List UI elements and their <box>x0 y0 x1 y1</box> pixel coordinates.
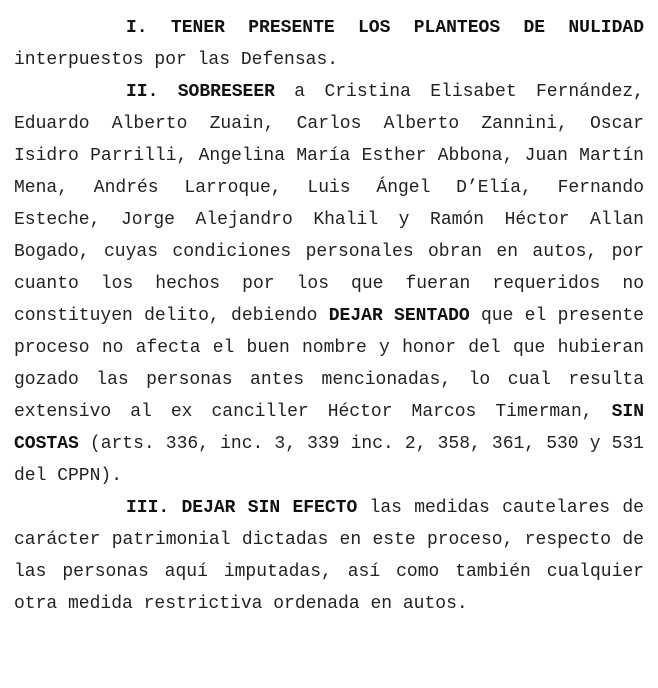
paragraph-2 <box>14 76 644 492</box>
paragraph-2-heading: II. SOBRESEER <box>126 82 275 102</box>
paragraph-2-text-3: (arts. 336, inc. 3, 339 inc. 2, 358, 361, 530 y 531 del CPPN). <box>14 434 644 486</box>
paragraph-3 <box>14 492 644 620</box>
paragraph-2-bold-2: SIN COSTAS <box>14 402 644 454</box>
paragraph-1-heading-text: I. TENER PRESENTE LOS PLANTEOS DE NULIDAD <box>126 18 644 38</box>
paragraph-2-text-2: que el presente proceso no afecta el buen nombre y honor del que hubieran gozado las personas antes mencionadas, lo cual resulta extensivo al ex canciller Héctor Marcos Timerman, <box>14 306 644 422</box>
paragraph-1-heading <box>14 12 644 44</box>
paragraph-2-text-1: a Cristina Elisabet Fernández, Eduardo Alberto Zuain, Carlos Alberto Zannini, Oscar Isidro Parrilli, Angelina María Esther Abbona, Juan Martín Mena, Andrés Larroque, Luis Ángel D’Elía, Fernando Esteche, Jorge Alejandro Khalil y Ramón Héctor Allan Bogado, cuyas condiciones personales obran en autos, por cuanto los hechos por los que fueran requeridos no constituyen delito, debiendo <box>14 82 644 326</box>
paragraph-1-body <box>14 44 644 76</box>
paragraph-2-bold-1: DEJAR SENTADO <box>328 306 470 326</box>
paragraph-1-text: interpuestos por las Defensas. <box>14 50 339 70</box>
paragraph-3-heading: III. DEJAR SIN EFECTO <box>126 498 358 518</box>
paragraph-3-text: las medidas cautelares de carácter patrimonial dictadas en este proceso, respecto de las personas aquí imputadas, así como también cualquier otra medida restrictiva ordenada en autos. <box>14 498 644 614</box>
